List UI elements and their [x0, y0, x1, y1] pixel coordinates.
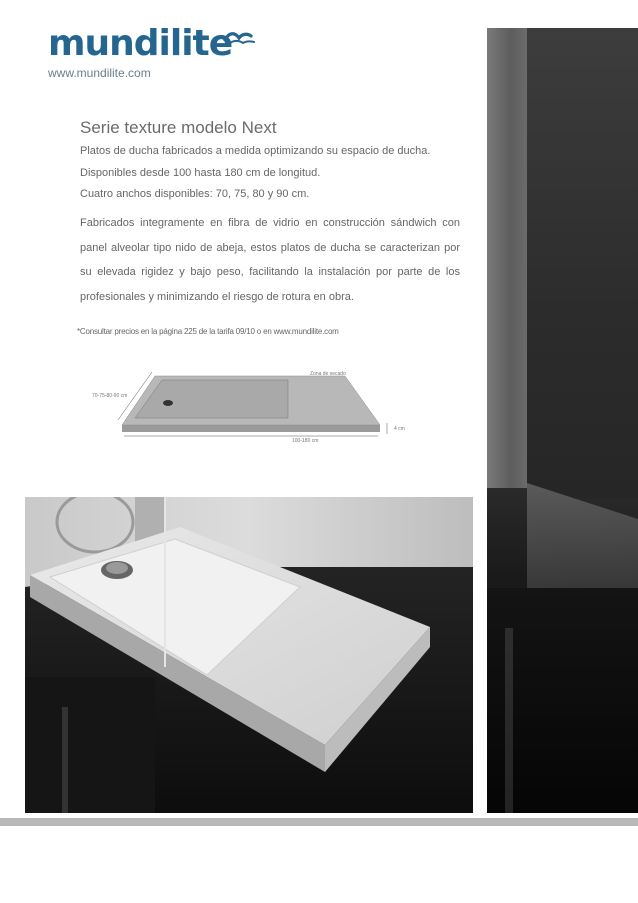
price-note: *Consultar precios en la página 225 de la tarifa 09/10 o en www.mundilite.com — [77, 327, 339, 336]
footer-band — [0, 818, 638, 826]
feature-line: Cuatro anchos disponibles: 70, 75, 80 y 90 cm. — [80, 188, 310, 200]
drain-icon — [163, 400, 173, 406]
page-title: Serie texture modelo Next — [80, 118, 277, 137]
tray-front-face — [122, 425, 380, 432]
wall-panel — [487, 28, 527, 488]
tray-diagram — [80, 360, 440, 460]
website-link[interactable]: www.mundilite.com — [48, 66, 151, 80]
brand-name: mundilite — [48, 23, 233, 64]
product-photo — [25, 497, 473, 813]
wave-icon — [223, 28, 257, 46]
drying-zone-label: Zona de secado — [310, 371, 346, 377]
feature-line: Disponibles desde 100 hasta 180 cm de longitud. — [80, 167, 321, 179]
length-label: 100-180 cm — [292, 438, 319, 444]
interior-photo — [487, 28, 638, 813]
description-paragraph: Fabricados integramente en fibra de vidrio en construcción sándwich con panel alveolar tipo nido de abeja, estos platos de ducha se caracterizan por su elevada rigidez y bajo peso, facilitando la instalación por parte de los profesionales y minimizando el riesgo de rotura en obra. — [80, 217, 460, 303]
floor-reflection — [505, 628, 513, 813]
width-label: 70-75-80-90 cm — [92, 393, 128, 399]
feature-line: Platos de ducha fabricados a medida optimizando su espacio de ducha. — [80, 145, 431, 157]
height-label: 4 cm — [394, 426, 405, 432]
tray-drawing — [80, 360, 440, 460]
shower-tray-photo — [25, 497, 473, 813]
dark-wall — [527, 28, 638, 498]
shower-area — [135, 380, 288, 418]
brand-logo[interactable] — [48, 22, 232, 66]
